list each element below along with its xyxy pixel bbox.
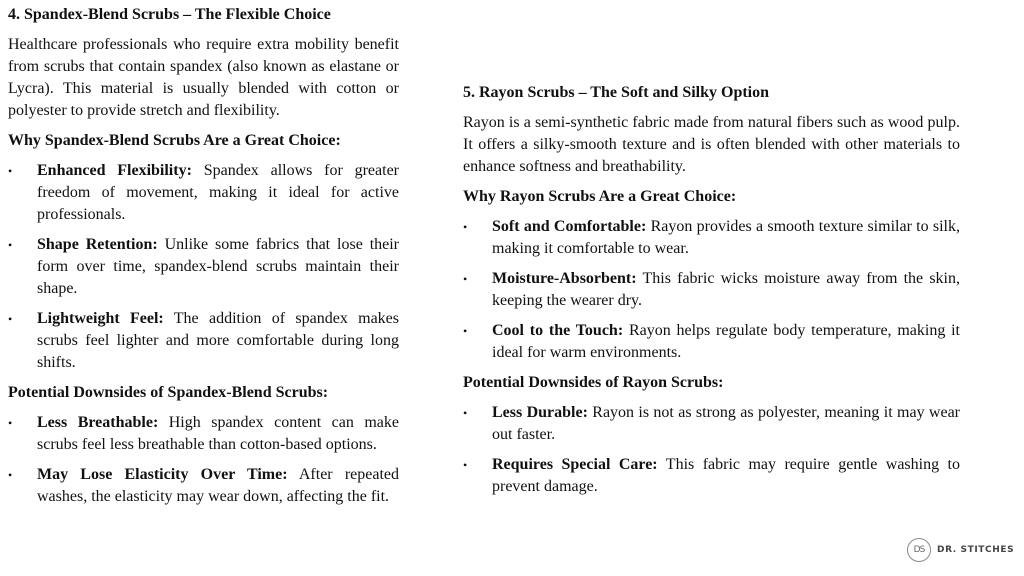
list-item <box>463 216 960 260</box>
item-term: Requires Special Care: <box>492 456 658 473</box>
list-item <box>8 412 399 456</box>
logo-text: DR. STITCHES <box>937 545 1015 555</box>
bullet-icon: • <box>463 406 468 420</box>
item-term: Moisture-Absorbent: <box>492 270 637 287</box>
downsides-list <box>463 402 960 498</box>
section-title: 5. Rayon Scrubs – The Soft and Silky Option <box>463 84 770 101</box>
list-item <box>8 308 399 374</box>
item-term: Lightweight Feel: <box>37 310 164 327</box>
bullet-icon: • <box>463 458 468 472</box>
list-item <box>8 464 399 508</box>
bullet-icon: • <box>8 312 13 326</box>
item-term: Cool to the Touch: <box>492 322 624 339</box>
item-text: The addition of spandex makes scrubs feel lighter and more comfortable during long shifts. <box>37 310 400 371</box>
item-text: Rayon helps regulate body temperature, making it ideal for warm environments. <box>492 322 960 361</box>
item-text: Spandex allows for greater freedom of movement, making it ideal for active professionals. <box>37 162 400 223</box>
section-intro: Rayon is a semi-synthetic fabric made from natural fibers such as wood pulp. It offers a silky-smooth texture and is often blended with other materials to enhance softness and breathability. <box>463 114 960 175</box>
right-column <box>463 82 960 498</box>
item-term: Soft and Comfortable: <box>492 218 647 235</box>
bullet-icon: • <box>8 238 13 252</box>
logo-mark-icon: DS <box>907 538 931 562</box>
downsides-heading: Potential Downsides of Spandex-Blend Scrubs: <box>8 384 329 401</box>
bullet-icon: • <box>8 164 13 178</box>
why-list <box>8 160 399 374</box>
item-text: High spandex content can make scrubs feel less breathable than cotton-based options. <box>37 414 399 453</box>
bullet-icon: • <box>463 220 468 234</box>
item-text: Rayon provides a smooth texture similar to silk, making it comfortable to wear. <box>492 218 961 257</box>
item-text: Rayon is not as strong as polyester, meaning it may wear out faster. <box>492 404 961 443</box>
item-term: May Lose Elasticity Over Time: <box>37 466 288 483</box>
item-text: After repeated washes, the elasticity may wear down, affecting the fit. <box>37 466 399 505</box>
item-text: This fabric may require gentle washing to prevent damage. <box>492 456 960 495</box>
downsides-list <box>8 412 399 508</box>
bullet-icon: • <box>8 416 13 430</box>
list-item <box>8 234 399 300</box>
item-term: Less Durable: <box>492 404 588 421</box>
left-column <box>8 4 399 508</box>
section-title: 4. Spandex-Blend Scrubs – The Flexible Choice <box>8 6 331 23</box>
bullet-icon: • <box>463 324 468 338</box>
brand-logo <box>907 538 1014 562</box>
item-term: Shape Retention: <box>37 236 158 253</box>
list-item <box>8 160 399 226</box>
why-list <box>463 216 960 364</box>
item-text: Unlike some fabrics that lose their form over time, spandex-blend scrubs maintain their shape. <box>37 236 400 297</box>
item-term: Less Breathable: <box>37 414 159 431</box>
list-item <box>463 402 960 446</box>
bullet-icon: • <box>463 272 468 286</box>
bullet-icon: • <box>8 468 13 482</box>
why-heading: Why Rayon Scrubs Are a Great Choice: <box>463 188 737 205</box>
list-item <box>463 454 960 498</box>
list-item <box>463 320 960 364</box>
downsides-heading: Potential Downsides of Rayon Scrubs: <box>463 374 724 391</box>
section-intro: Healthcare professionals who require extra mobility benefit from scrubs that contain spandex (also known as elastane or Lycra). This material is usually blended with cotton or polyester to provide stretch and flexibility. <box>8 36 399 119</box>
why-heading: Why Spandex-Blend Scrubs Are a Great Choice: <box>8 132 341 149</box>
item-text: This fabric wicks moisture away from the skin, keeping the wearer dry. <box>492 270 960 309</box>
item-term: Enhanced Flexibility: <box>37 162 192 179</box>
list-item <box>463 268 960 312</box>
